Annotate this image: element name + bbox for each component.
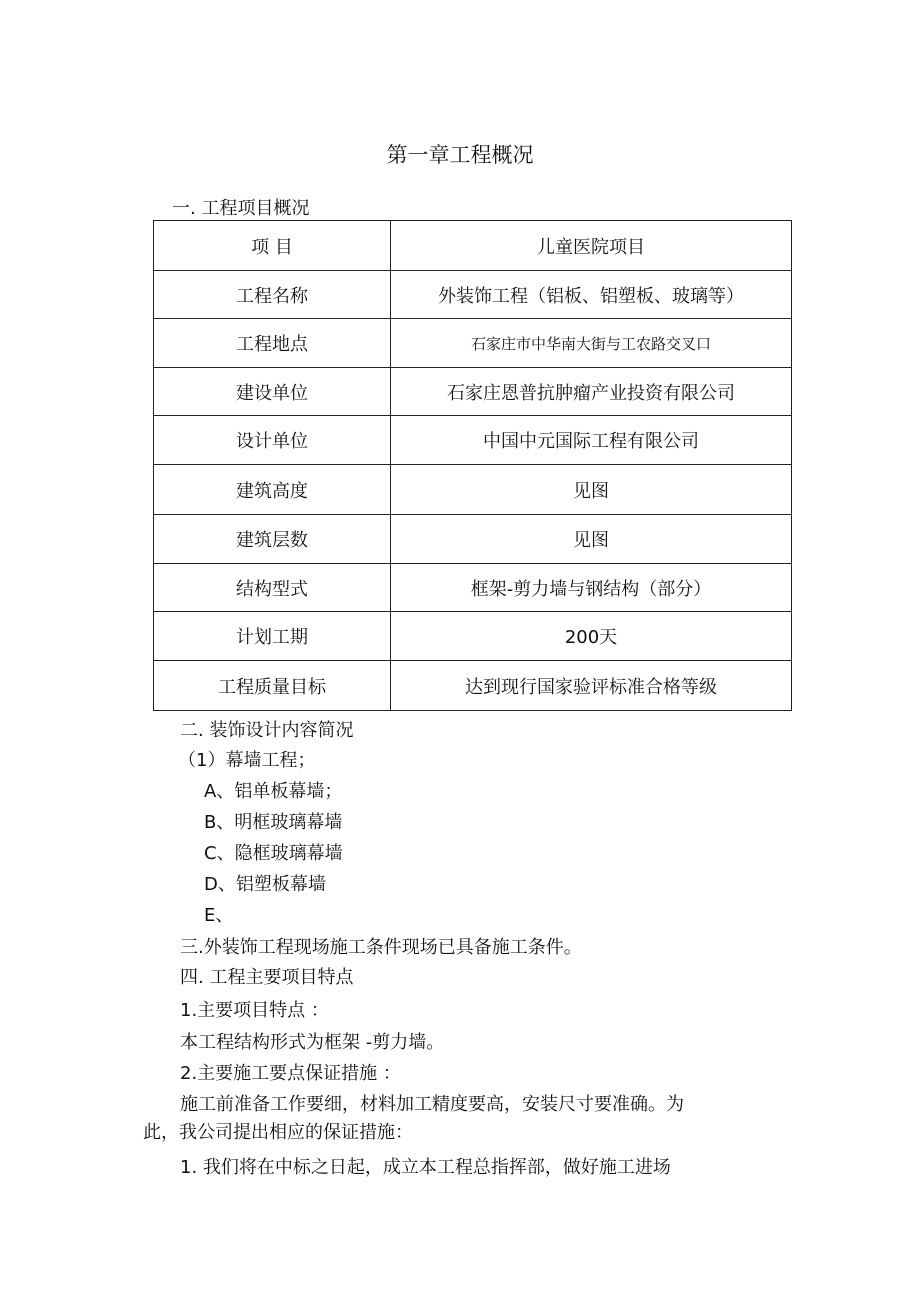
- table-row: [154, 416, 792, 465]
- table-value-cell: 石家庄市中华南大街与工农路交叉口: [391, 319, 792, 368]
- table-value-cell: 200天: [391, 612, 792, 661]
- section4-p2-heading: 2.主要施工要点保证措施 ：: [180, 1063, 401, 1084]
- section3-text: 三.外装饰工程现场施工条件现场已具备施工条件。: [180, 937, 582, 958]
- table-value-cell: 中国中元国际工程有限公司: [391, 416, 792, 465]
- table-label-cell: 建筑高度: [154, 465, 391, 515]
- section2-subitem: E、: [204, 905, 234, 926]
- table-row: [154, 465, 792, 515]
- table-row: [154, 368, 792, 416]
- table-value-cell: 石家庄恩普抗肿瘤产业投资有限公司: [391, 368, 792, 416]
- section4-p2-text-line1: 施工前准备工作要细，材料加工精度要高，安装尺寸要准确。为: [180, 1094, 684, 1115]
- table-value-cell: 外装饰工程（铝板、铝塑板、玻璃等）: [391, 271, 792, 319]
- table-row: [154, 612, 792, 661]
- section4-heading: 四. 工程主要项目特点: [180, 967, 354, 988]
- table-value-cell: 儿童医院项目: [391, 221, 792, 271]
- project-info-table: [153, 220, 792, 711]
- table-label-cell: 工程地点: [154, 319, 391, 368]
- section2-subitem: C、隐框玻璃幕墙: [204, 843, 343, 864]
- table-row: [154, 271, 792, 319]
- section2-subitem: A、铝单板幕墙；: [204, 781, 343, 802]
- table-value-cell: 见图: [391, 465, 792, 515]
- table-label-cell: 工程名称: [154, 271, 391, 319]
- table-label-cell: 结构型式: [154, 564, 391, 612]
- section4-p2-text-line2: 此，我公司提出相应的保证措施：: [143, 1122, 413, 1143]
- table-value-cell: 见图: [391, 515, 792, 564]
- table-row: [154, 515, 792, 564]
- table-row: [154, 319, 792, 368]
- table-value-cell: 框架-剪力墙与钢结构（部分）: [391, 564, 792, 612]
- table-label-cell: 建筑层数: [154, 515, 391, 564]
- table-label-cell: 建设单位: [154, 368, 391, 416]
- page-title: 第一章工程概况: [386, 143, 534, 167]
- section4-p1-heading: 1.主要项目特点 ：: [180, 1000, 329, 1021]
- table-row: [154, 564, 792, 612]
- table-row: [154, 221, 792, 271]
- section2-heading: 二. 装饰设计内容简况: [180, 720, 354, 741]
- table-label-cell: 项 目: [154, 221, 391, 271]
- section4-p1-text: 本工程结构形式为框架 -剪力墙。: [180, 1032, 445, 1053]
- section2-subitem: D、铝塑板幕墙: [204, 874, 326, 895]
- table-label-cell: 计划工期: [154, 612, 391, 661]
- section2-item1: （1）幕墙工程；: [178, 750, 316, 771]
- section1-heading: 一. 工程项目概况: [172, 198, 310, 219]
- table-label-cell: 工程质量目标: [154, 661, 391, 711]
- table-row: [154, 661, 792, 711]
- table-value-cell: 达到现行国家验评标准合格等级: [391, 661, 792, 711]
- table-label-cell: 设计单位: [154, 416, 391, 465]
- section4-p3-text: 1. 我们将在中标之日起，成立本工程总指挥部，做好施工进场: [180, 1157, 671, 1178]
- section2-subitem: B、明框玻璃幕墙: [204, 812, 343, 833]
